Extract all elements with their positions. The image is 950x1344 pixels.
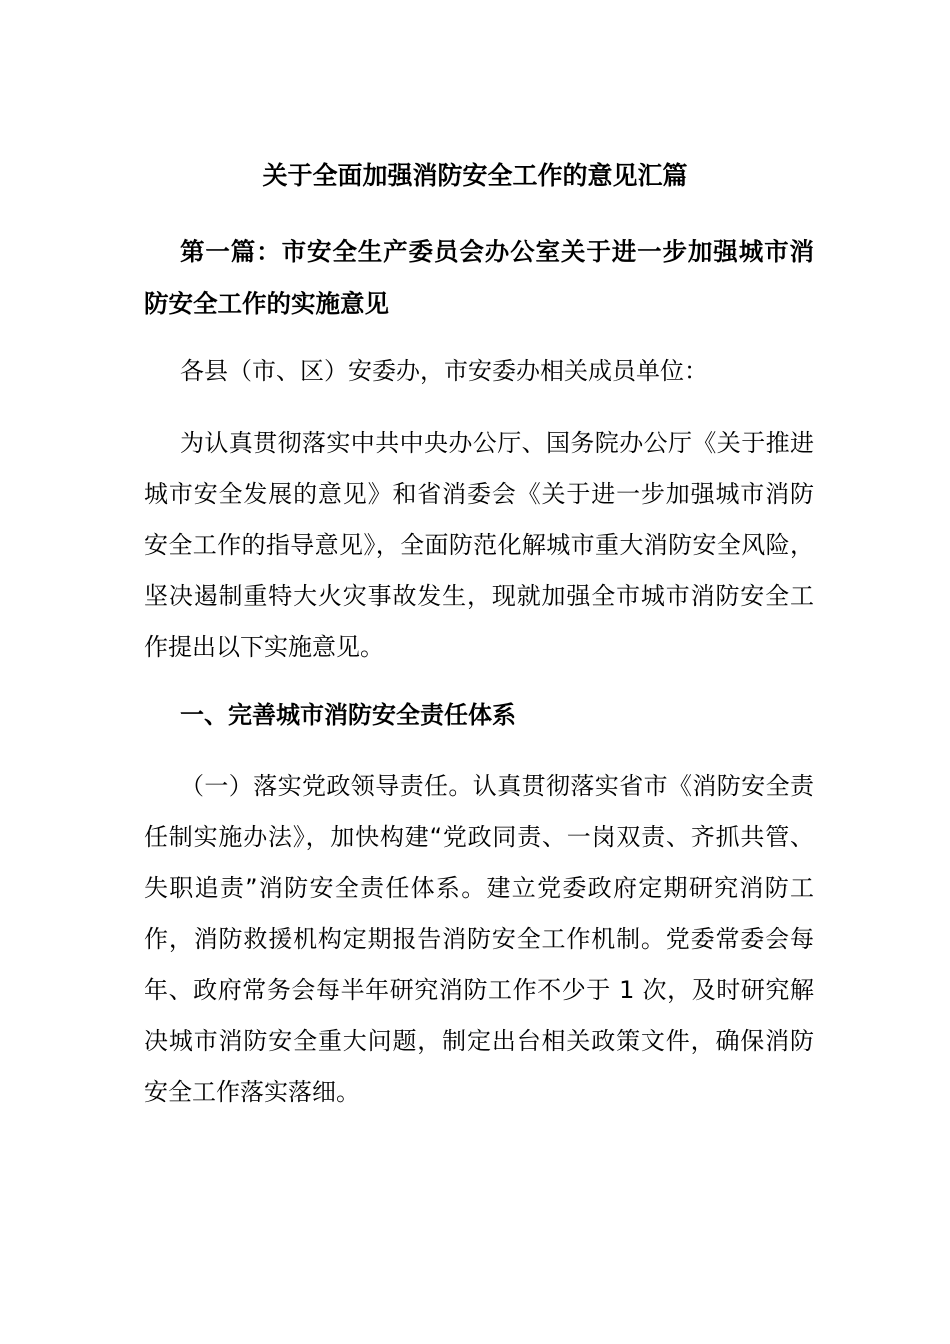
document-title: 关于全面加强消防安全工作的意见汇篇 — [262, 161, 688, 190]
body-paragraph: （一）落实党政领导责任。认真贯彻落实省市《消防安全责任制实施办法》，加快构建“党政同责、一岗双责、齐抓共管、失职追责”消防安全责任体系。建立党委政府定期研究消防工作，消防救援机构定期报告消防安全工作机制。党委常委会每年、政府常务会每半年研究消防工作不少于 1 次，及时研究解决城市消防安全重大问题，制定出台相关政策文件，确保消防安全工作落实落细。 — [144, 772, 814, 1106]
salutation-block — [144, 346, 814, 397]
salutation: 各县（市、区）安委办，市安委办相关成员单位： — [180, 357, 708, 385]
part-title-block — [144, 226, 814, 330]
intro-paragraph-block — [144, 418, 814, 673]
body-paragraph-block — [144, 761, 814, 1118]
section-heading-block — [144, 690, 814, 741]
part-title: 第一篇：市安全生产委员会办公室关于进一步加强城市消防安全工作的实施意见 — [144, 237, 814, 318]
intro-paragraph: 为认真贯彻落实中共中央办公厅、国务院办公厅《关于推进城市安全发展的意见》和省消委会《关于进一步加强城市消防安全工作的指导意见》，全面防范化解城市重大消防安全风险，坚决遏制重特大火灾事故发生，现就加强全市城市消防安全工作提出以下实施意见。 — [144, 429, 814, 661]
section-heading: 一、完善城市消防安全责任体系 — [180, 701, 516, 729]
